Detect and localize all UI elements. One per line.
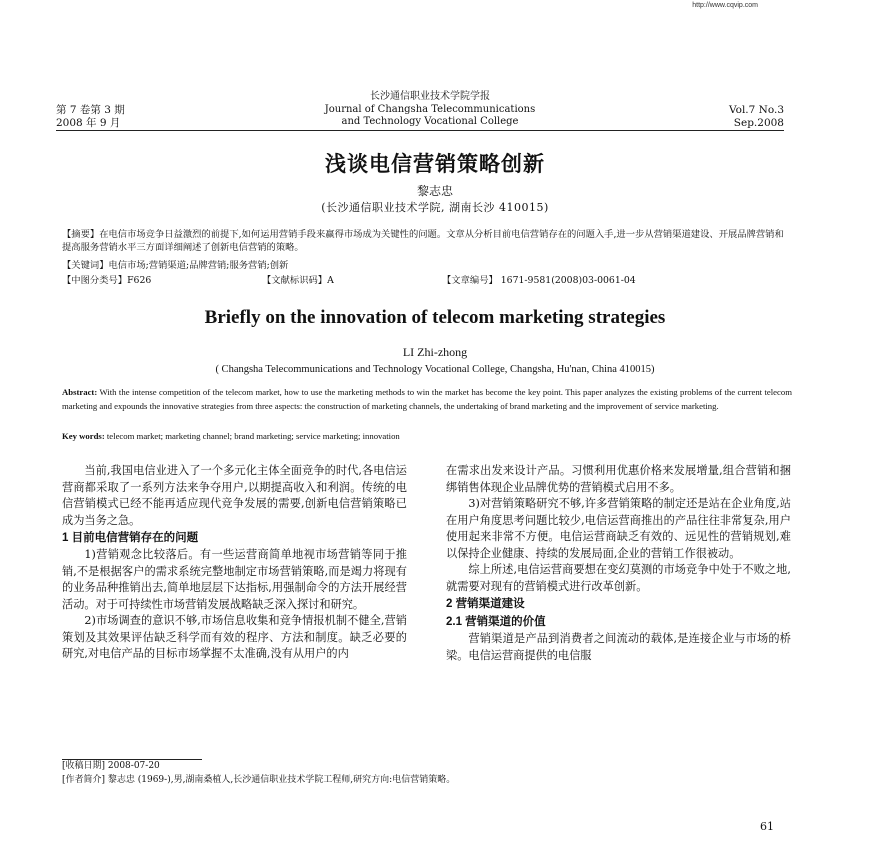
header-volume-info-en	[729, 104, 784, 130]
body-paragraph: 1)营销观念比较落后。有一些运营商简单地视市场营销等同于推销,不是根据客户的需求系统完整地制定市场营销策略,而是竭力将现有的业务品种推销出去,简单地层层下达指标,用强制命令的方法开展经营活动。对于可持续性市场营销发展战略缺乏深入探讨和研究。	[62, 548, 407, 611]
header-rule	[56, 130, 784, 131]
section-heading: 2 营销渠道建设	[446, 598, 525, 610]
header-journal-title	[300, 91, 560, 129]
author-name-en: LI Zhi-zhong	[402, 345, 468, 359]
author-affiliation-en: ( Changsha Telecommunications and Technology Vocational College, Changsha, Hu'nan, China 410015)	[215, 364, 655, 375]
author-name-cn: 黎志忠	[416, 184, 453, 198]
body-column-left	[62, 463, 407, 663]
abstract-en	[62, 386, 792, 413]
journal-name-en-2: and Technology Vocational College	[341, 116, 519, 127]
header-volume: 第 7 卷第 3 期	[56, 104, 125, 116]
body-paragraph: 营销渠道是产品到消费者之间流动的载体,是连接企业与市场的桥梁。电信运营商提供的电信服	[446, 632, 791, 662]
article-number: 【文章编号】 1671-9581(2008)03-0061-04	[442, 275, 636, 286]
article-title-cn: 浅谈电信营销策略创新	[325, 151, 545, 176]
header-volume-en: Vol.7 No.3	[729, 104, 784, 116]
section-heading: 1 目前电信营销存在的问题	[62, 532, 199, 544]
abstract-en-text: With the intense competition of the telecom market, how to use the marketing methods to win the market has become the key point. This paper analyzes the existing problems of the current telecom marketing and expounds the innovative strategies from three aspects: the construction of marketing channels, the undertaking of brand marketing and the improvement of service marketing.	[62, 387, 792, 411]
journal-name-cn: 长沙通信职业技术学院学报	[370, 91, 490, 102]
keywords-en-label: Key words:	[62, 431, 105, 441]
body-paragraph: 3)对营销策略研究不够,许多营销策略的制定还是站在企业角度,站在用户角度思考问题比较少,电信运营商推出的产品往往非常复杂,用户使用起来非常不方便。电信运营商缺乏有效的、远见性的营销规划,难以保持企业健康、持续的发展局面,企业的营销工作很被动。	[446, 497, 791, 560]
doc-code: 【文献标识码】A	[262, 275, 334, 286]
class-number: 【中图分类号】F626	[62, 275, 152, 286]
article-title-en: Briefly on the innovation of telecom marketing strategies	[204, 307, 666, 328]
header-date-en: Sep.2008	[733, 117, 784, 129]
keywords-en	[62, 430, 792, 444]
footnote-author-bio: [作者简介] 黎志忠 (1969-),男,湖南桑植人,长沙通信职业技术学院工程师,研究方向:电信营销策略。	[62, 775, 456, 785]
author-affiliation-cn: (长沙通信职业技术学院, 湖南长沙 410015)	[321, 201, 549, 214]
subsection-heading: 2.1 营销渠道的价值	[446, 616, 546, 628]
header-volume-info	[56, 104, 125, 130]
header-date: 2008 年 9 月	[56, 117, 121, 129]
body-paragraph: 综上所述,电信运营商要想在变幻莫测的市场竞争中处于不败之地,就需要对现有的营销模式进行改革创新。	[446, 563, 791, 593]
watermark-url: http://www.cqvip.com	[692, 2, 758, 9]
footnote-received-date: [收稿日期] 2008-07-20	[62, 761, 160, 771]
body-paragraph: 在需求出发来设计产品。习惯利用优惠价格来发展增量,组合营销和捆绑销售体现企业品牌优势的营销模式启用不多。	[446, 464, 791, 494]
abstract-en-label: Abstract:	[62, 387, 98, 397]
body-column-right	[446, 463, 791, 664]
abstract-cn: 【摘要】在电信市场竞争日益激烈的前提下,如何运用营销手段来赢得市场成为关键性的问题。文章从分析目前电信营销存在的问题入手,进一步从营销渠道建设、开展品牌营销和提高服务营销水平三方面详细阐述了创新电信营销的策略。	[62, 229, 784, 253]
journal-name-en-1: Journal of Changsha Telecommunications	[324, 103, 536, 115]
page-number: 61	[760, 820, 774, 833]
keywords-en-text: telecom market; marketing channel; brand marketing; service marketing; innovation	[104, 431, 400, 441]
body-paragraph: 当前,我国电信业进入了一个多元化主体全面竞争的时代,各电信运营商都采取了一系列方法来争夺用户,以期提高收入和利润。传统的电信营销模式已经不能再适应现代竞争发展的需要,创新电信营销策略已成为当务之急。	[62, 464, 407, 527]
keywords-cn: 【关键词】电信市场;营销渠道;品牌营销;服务营销;创新	[62, 260, 289, 271]
body-paragraph: 2)市场调查的意识不够,市场信息收集和竞争情报机制不健全,营销策划及其效果评估缺乏科学而有效的程序、方法和制度。缺乏必要的研究,对电信产品的目标市场掌握不太准确,没有从用户的内	[62, 614, 407, 660]
